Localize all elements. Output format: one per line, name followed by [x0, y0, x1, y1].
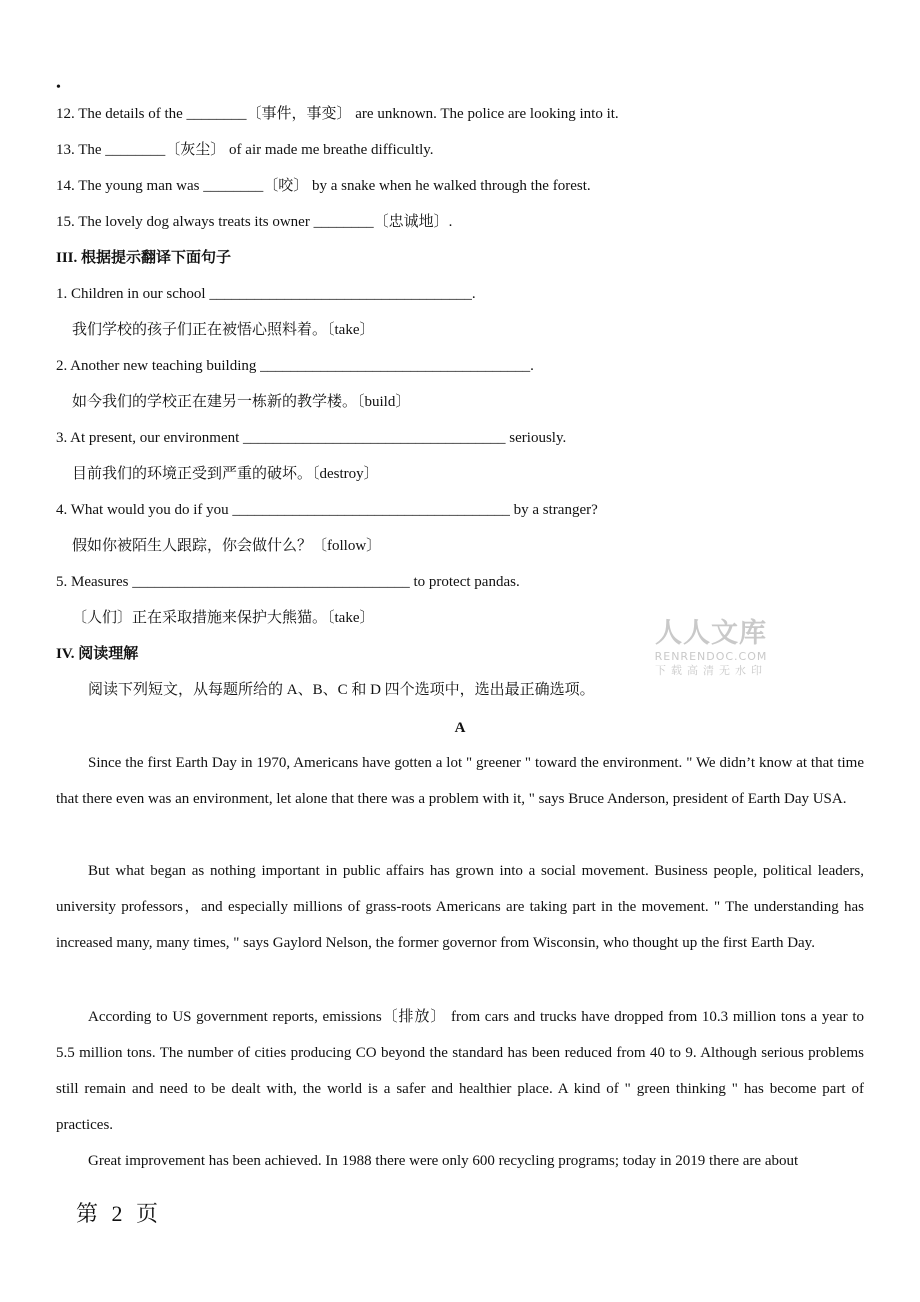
passage-paragraph-4: Great improvement has been achieved. In 1988 there were only 600 recycling programs; today in 2019 there are about [88, 1153, 799, 1169]
watermark-title: 人人文库 [655, 618, 767, 649]
watermark-logo [646, 618, 776, 678]
fill-item-14: 14. The young man was ________〔咬〕 by a snake when he walked through the forest. [56, 178, 591, 194]
translate-hint-1: 我们学校的孩子们正在被悟心照料着。〔take〕 [72, 322, 375, 338]
translate-item-5: 5. Measures _____________________________________ to protect pandas. [56, 574, 520, 590]
page-number: 第 2 页 [76, 1201, 163, 1226]
passage-paragraph-3: According to US government reports, emissions〔排放〕 from cars and trucks have dropped from 10.3 million tons a year to 5.5 million tons. The number of cities producing CO beyond the standard has been reduced from 40 to 9. Although serious problems still remain and need to be dealt with, the world is a safer and healthier place. A kind of " green thinking " has become part of practices. [56, 1009, 864, 1133]
fill-item-12: 12. The details of the ________〔事件，事变〕 are unknown. The police are looking into it. [56, 106, 619, 122]
top-mark: • [56, 80, 61, 95]
section4-heading: IV. 阅读理解 [56, 646, 139, 662]
translate-item-1: 1. Children in our school ___________________________________. [56, 286, 476, 302]
passage-label: A [454, 720, 466, 736]
translate-hint-4: 假如你被陌生人跟踪，你会做什么？〔follow〕 [72, 538, 382, 554]
passage-paragraph-2: But what began as nothing important in public affairs has grown into a social movement. Business people, political leaders, university professors，and especially millions of grass-roots Americans are taking part in the movement. " The understanding has increased many, many times, " says Gaylord Nelson, the former governor from Wisconsin, who thought up the first Earth Day. [56, 863, 864, 951]
translate-hint-5: 〔人们〕正在采取措施来保护大熊猫。〔take〕 [72, 610, 375, 626]
translate-item-4: 4. What would you do if you _____________________________________ by a stranger? [56, 502, 598, 518]
passage-paragraph-1: Since the first Earth Day in 1970, Americans have gotten a lot " greener " toward the environment. " We didn’t know at that time that there even was an environment, let alone that there was a problem with it, " says Bruce Anderson, president of Earth Day USA. [56, 755, 864, 807]
fill-item-13: 13. The ________〔灰尘〕 of air made me breathe difficultly. [56, 142, 434, 158]
reading-instruction: 阅读下列短文，从每题所给的 A、B、C 和 D 四个选项中，选出最正确选项。 [88, 682, 595, 698]
section3-heading: III. 根据提示翻译下面句子 [56, 250, 232, 266]
fill-item-15: 15. The lovely dog always treats its owner ________〔忠诚地〕. [56, 214, 453, 230]
translate-item-2: 2. Another new teaching building ____________________________________. [56, 358, 534, 374]
translate-hint-3: 目前我们的环境正受到严重的破坏。〔destroy〕 [72, 466, 379, 482]
watermark-tagline: 下载高清无水印 [655, 664, 767, 677]
translate-item-3: 3. At present, our environment ___________________________________ seriously. [56, 430, 567, 446]
translate-hint-2: 如今我们的学校正在建另一栋新的教学楼。〔build〕 [72, 394, 411, 410]
watermark-domain: RENRENDOC.COM [654, 650, 768, 663]
